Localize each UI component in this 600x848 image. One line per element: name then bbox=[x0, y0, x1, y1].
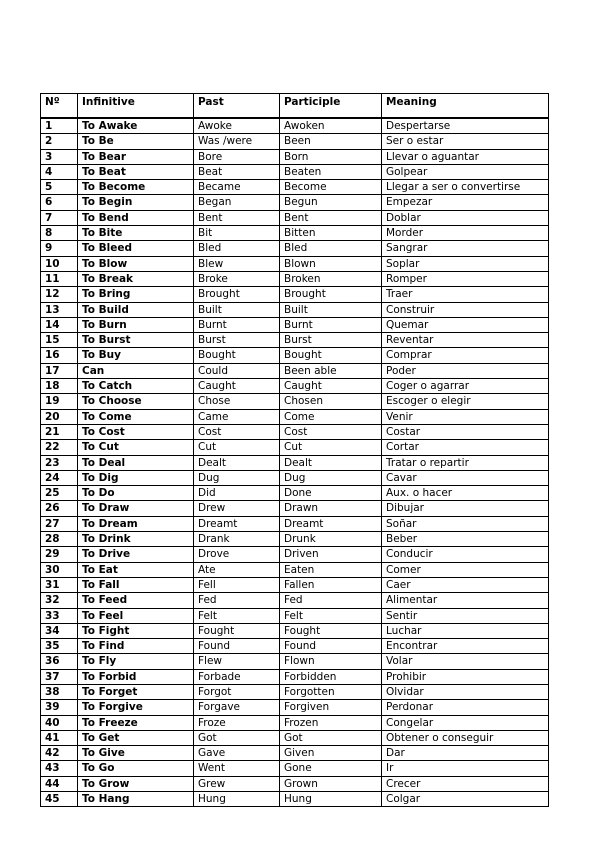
verb-participle: Got bbox=[280, 730, 382, 745]
verb-meaning: Reventar bbox=[382, 333, 549, 348]
table-row bbox=[41, 134, 549, 149]
verb-past: Cut bbox=[194, 440, 280, 455]
verb-meaning: Beber bbox=[382, 532, 549, 547]
table-row bbox=[41, 287, 549, 302]
verb-infinitive: To Burst bbox=[78, 333, 194, 348]
verb-meaning: Prohibir bbox=[382, 669, 549, 684]
verb-infinitive: To Find bbox=[78, 639, 194, 654]
verb-past: Dreamt bbox=[194, 516, 280, 531]
verb-infinitive: To Do bbox=[78, 486, 194, 501]
verb-participle: Broken bbox=[280, 271, 382, 286]
verb-infinitive: To Freeze bbox=[78, 715, 194, 730]
table-row bbox=[41, 302, 549, 317]
verb-number: 31 bbox=[41, 577, 78, 592]
verb-participle: Hung bbox=[280, 792, 382, 807]
verb-infinitive: To Begin bbox=[78, 195, 194, 210]
verb-participle: Dug bbox=[280, 470, 382, 485]
table-row bbox=[41, 379, 549, 394]
verb-past: Bent bbox=[194, 210, 280, 225]
table-row bbox=[41, 226, 549, 241]
verb-meaning: Traer bbox=[382, 287, 549, 302]
verb-meaning: Soñar bbox=[382, 516, 549, 531]
verb-participle: Forgotten bbox=[280, 684, 382, 699]
verb-meaning: Sangrar bbox=[382, 241, 549, 256]
verb-past: Became bbox=[194, 180, 280, 195]
table-header bbox=[41, 94, 549, 119]
table-row bbox=[41, 792, 549, 807]
table-row bbox=[41, 516, 549, 531]
verb-participle: Drunk bbox=[280, 532, 382, 547]
verb-meaning: Costar bbox=[382, 424, 549, 439]
verb-infinitive: Can bbox=[78, 363, 194, 378]
verb-number: 36 bbox=[41, 654, 78, 669]
verb-number: 37 bbox=[41, 669, 78, 684]
verb-number: 1 bbox=[41, 118, 78, 134]
verb-infinitive: To Break bbox=[78, 271, 194, 286]
verb-number: 24 bbox=[41, 470, 78, 485]
verb-infinitive: To Fly bbox=[78, 654, 194, 669]
verb-infinitive: To Fight bbox=[78, 623, 194, 638]
header-participle: Participle bbox=[280, 94, 382, 119]
table-body bbox=[41, 118, 549, 807]
table-row bbox=[41, 210, 549, 225]
verb-infinitive: To Cost bbox=[78, 424, 194, 439]
verb-participle: Been able bbox=[280, 363, 382, 378]
verb-participle: Forgiven bbox=[280, 700, 382, 715]
verb-meaning: Encontrar bbox=[382, 639, 549, 654]
verb-meaning: Llevar o aguantar bbox=[382, 149, 549, 164]
verb-participle: Burnt bbox=[280, 317, 382, 332]
table-row bbox=[41, 715, 549, 730]
verb-participle: Chosen bbox=[280, 394, 382, 409]
verb-infinitive: To Choose bbox=[78, 394, 194, 409]
verb-past: Drank bbox=[194, 532, 280, 547]
verb-number: 4 bbox=[41, 164, 78, 179]
table-row bbox=[41, 180, 549, 195]
table-row bbox=[41, 776, 549, 791]
verb-infinitive: To Bear bbox=[78, 149, 194, 164]
verb-past: Chose bbox=[194, 394, 280, 409]
verb-number: 6 bbox=[41, 195, 78, 210]
verb-meaning: Volar bbox=[382, 654, 549, 669]
verb-participle: Built bbox=[280, 302, 382, 317]
verb-number: 34 bbox=[41, 623, 78, 638]
verb-infinitive: To Forget bbox=[78, 684, 194, 699]
verb-meaning: Comer bbox=[382, 562, 549, 577]
table-row bbox=[41, 577, 549, 592]
table-row bbox=[41, 348, 549, 363]
verb-meaning: Construir bbox=[382, 302, 549, 317]
verb-infinitive: To Beat bbox=[78, 164, 194, 179]
verb-number: 17 bbox=[41, 363, 78, 378]
verb-infinitive: To Cut bbox=[78, 440, 194, 455]
verb-past: Felt bbox=[194, 608, 280, 623]
verb-past: Awoke bbox=[194, 118, 280, 134]
verb-participle: Eaten bbox=[280, 562, 382, 577]
verb-meaning: Golpear bbox=[382, 164, 549, 179]
table-row bbox=[41, 746, 549, 761]
verb-infinitive: To Bleed bbox=[78, 241, 194, 256]
table-row bbox=[41, 700, 549, 715]
verb-infinitive: To Deal bbox=[78, 455, 194, 470]
verb-participle: Burst bbox=[280, 333, 382, 348]
table-row bbox=[41, 149, 549, 164]
verb-participle: Felt bbox=[280, 608, 382, 623]
verb-number: 40 bbox=[41, 715, 78, 730]
verb-number: 19 bbox=[41, 394, 78, 409]
verb-past: Caught bbox=[194, 379, 280, 394]
verb-infinitive: To Bite bbox=[78, 226, 194, 241]
verb-participle: Driven bbox=[280, 547, 382, 562]
verb-infinitive: To Come bbox=[78, 409, 194, 424]
verb-number: 39 bbox=[41, 700, 78, 715]
verb-meaning: Romper bbox=[382, 271, 549, 286]
table-row bbox=[41, 363, 549, 378]
verb-past: Gave bbox=[194, 746, 280, 761]
verb-past: Went bbox=[194, 761, 280, 776]
verb-meaning: Escoger o elegir bbox=[382, 394, 549, 409]
table-row bbox=[41, 501, 549, 516]
verb-number: 23 bbox=[41, 455, 78, 470]
verb-past: Forgot bbox=[194, 684, 280, 699]
verb-infinitive: To Grow bbox=[78, 776, 194, 791]
header-meaning: Meaning bbox=[382, 94, 549, 119]
verb-past: Fell bbox=[194, 577, 280, 592]
verb-number: 22 bbox=[41, 440, 78, 455]
table-row bbox=[41, 455, 549, 470]
verb-infinitive: To Burn bbox=[78, 317, 194, 332]
verb-number: 13 bbox=[41, 302, 78, 317]
verb-number: 10 bbox=[41, 256, 78, 271]
table-row bbox=[41, 118, 549, 134]
verb-infinitive: To Buy bbox=[78, 348, 194, 363]
verb-number: 38 bbox=[41, 684, 78, 699]
verb-participle: Bled bbox=[280, 241, 382, 256]
verb-infinitive: To Forgive bbox=[78, 700, 194, 715]
verb-number: 25 bbox=[41, 486, 78, 501]
verb-number: 35 bbox=[41, 639, 78, 654]
verb-number: 43 bbox=[41, 761, 78, 776]
verb-infinitive: To Catch bbox=[78, 379, 194, 394]
table-row bbox=[41, 409, 549, 424]
verb-meaning: Morder bbox=[382, 226, 549, 241]
verb-participle: Dealt bbox=[280, 455, 382, 470]
verb-participle: Brought bbox=[280, 287, 382, 302]
verb-number: 28 bbox=[41, 532, 78, 547]
verb-participle: Given bbox=[280, 746, 382, 761]
verb-infinitive: To Fall bbox=[78, 577, 194, 592]
verb-participle: Bought bbox=[280, 348, 382, 363]
verb-meaning: Crecer bbox=[382, 776, 549, 791]
verb-number: 44 bbox=[41, 776, 78, 791]
verb-participle: Gone bbox=[280, 761, 382, 776]
verb-past: Cost bbox=[194, 424, 280, 439]
verb-meaning: Olvidar bbox=[382, 684, 549, 699]
header-past: Past bbox=[194, 94, 280, 119]
verb-infinitive: To Blow bbox=[78, 256, 194, 271]
verb-meaning: Soplar bbox=[382, 256, 549, 271]
verb-participle: Cost bbox=[280, 424, 382, 439]
verb-infinitive: To Eat bbox=[78, 562, 194, 577]
verb-meaning: Obtener o conseguir bbox=[382, 730, 549, 745]
table-row bbox=[41, 669, 549, 684]
verb-meaning: Perdonar bbox=[382, 700, 549, 715]
verb-meaning: Luchar bbox=[382, 623, 549, 638]
verb-meaning: Dar bbox=[382, 746, 549, 761]
verb-participle: Come bbox=[280, 409, 382, 424]
verb-infinitive: To Hang bbox=[78, 792, 194, 807]
verb-participle: Blown bbox=[280, 256, 382, 271]
verb-participle: Fed bbox=[280, 593, 382, 608]
verb-participle: Bent bbox=[280, 210, 382, 225]
verb-meaning: Caer bbox=[382, 577, 549, 592]
table-row bbox=[41, 333, 549, 348]
table-row bbox=[41, 486, 549, 501]
verb-meaning: Cortar bbox=[382, 440, 549, 455]
verb-past: Burst bbox=[194, 333, 280, 348]
verb-participle: Found bbox=[280, 639, 382, 654]
verb-meaning: Dibujar bbox=[382, 501, 549, 516]
verb-participle: Fought bbox=[280, 623, 382, 638]
verb-meaning: Doblar bbox=[382, 210, 549, 225]
verb-past: Froze bbox=[194, 715, 280, 730]
table-row bbox=[41, 654, 549, 669]
verb-past: Hung bbox=[194, 792, 280, 807]
verb-infinitive: To Dream bbox=[78, 516, 194, 531]
verb-number: 7 bbox=[41, 210, 78, 225]
verb-participle: Done bbox=[280, 486, 382, 501]
verb-meaning: Sentir bbox=[382, 608, 549, 623]
verb-meaning: Poder bbox=[382, 363, 549, 378]
verb-meaning: Llegar a ser o convertirse bbox=[382, 180, 549, 195]
verb-participle: Awoken bbox=[280, 118, 382, 134]
verb-number: 16 bbox=[41, 348, 78, 363]
verb-meaning: Empezar bbox=[382, 195, 549, 210]
verb-participle: Become bbox=[280, 180, 382, 195]
verb-past: Fought bbox=[194, 623, 280, 638]
table-row bbox=[41, 608, 549, 623]
verb-past: Grew bbox=[194, 776, 280, 791]
verb-number: 32 bbox=[41, 593, 78, 608]
verb-meaning: Ir bbox=[382, 761, 549, 776]
header-row bbox=[41, 94, 549, 119]
verb-past: Fed bbox=[194, 593, 280, 608]
verb-participle: Dreamt bbox=[280, 516, 382, 531]
verb-meaning: Conducir bbox=[382, 547, 549, 562]
verb-past: Found bbox=[194, 639, 280, 654]
table-row bbox=[41, 470, 549, 485]
verb-infinitive: To Forbid bbox=[78, 669, 194, 684]
verb-infinitive: To Bend bbox=[78, 210, 194, 225]
verb-number: 15 bbox=[41, 333, 78, 348]
verb-past: Burnt bbox=[194, 317, 280, 332]
table-row bbox=[41, 241, 549, 256]
verb-participle: Beaten bbox=[280, 164, 382, 179]
verb-past: Forgave bbox=[194, 700, 280, 715]
verb-meaning: Tratar o repartir bbox=[382, 455, 549, 470]
verb-infinitive: To Feed bbox=[78, 593, 194, 608]
table-row bbox=[41, 256, 549, 271]
header-number: Nº bbox=[41, 94, 78, 119]
verb-number: 42 bbox=[41, 746, 78, 761]
verb-past: Bore bbox=[194, 149, 280, 164]
verb-past: Forbade bbox=[194, 669, 280, 684]
irregular-verbs-table bbox=[40, 93, 549, 807]
table-row bbox=[41, 623, 549, 638]
verb-number: 21 bbox=[41, 424, 78, 439]
verb-past: Beat bbox=[194, 164, 280, 179]
table-row bbox=[41, 684, 549, 699]
table-row bbox=[41, 394, 549, 409]
verb-number: 45 bbox=[41, 792, 78, 807]
table-row bbox=[41, 761, 549, 776]
verb-past: Broke bbox=[194, 271, 280, 286]
table-row bbox=[41, 424, 549, 439]
verb-infinitive: To Give bbox=[78, 746, 194, 761]
verb-number: 3 bbox=[41, 149, 78, 164]
verb-number: 33 bbox=[41, 608, 78, 623]
verb-participle: Begun bbox=[280, 195, 382, 210]
verb-past: Bled bbox=[194, 241, 280, 256]
verb-number: 29 bbox=[41, 547, 78, 562]
verb-participle: Born bbox=[280, 149, 382, 164]
verb-meaning: Coger o agarrar bbox=[382, 379, 549, 394]
verb-infinitive: To Bring bbox=[78, 287, 194, 302]
table-row bbox=[41, 730, 549, 745]
verb-past: Blew bbox=[194, 256, 280, 271]
verb-participle: Flown bbox=[280, 654, 382, 669]
table-row bbox=[41, 195, 549, 210]
verb-number: 18 bbox=[41, 379, 78, 394]
verb-number: 9 bbox=[41, 241, 78, 256]
verb-past: Drew bbox=[194, 501, 280, 516]
verb-infinitive: To Become bbox=[78, 180, 194, 195]
verb-meaning: Cavar bbox=[382, 470, 549, 485]
verb-infinitive: To Build bbox=[78, 302, 194, 317]
verb-participle: Frozen bbox=[280, 715, 382, 730]
verb-participle: Grown bbox=[280, 776, 382, 791]
table-row bbox=[41, 532, 549, 547]
verb-past: Brought bbox=[194, 287, 280, 302]
verb-infinitive: To Drive bbox=[78, 547, 194, 562]
verb-number: 11 bbox=[41, 271, 78, 286]
verb-past: Drove bbox=[194, 547, 280, 562]
verb-infinitive: To Be bbox=[78, 134, 194, 149]
verb-meaning: Venir bbox=[382, 409, 549, 424]
verb-meaning: Quemar bbox=[382, 317, 549, 332]
verb-meaning: Colgar bbox=[382, 792, 549, 807]
verb-past: Bought bbox=[194, 348, 280, 363]
table-row bbox=[41, 440, 549, 455]
verb-number: 26 bbox=[41, 501, 78, 516]
verb-participle: Drawn bbox=[280, 501, 382, 516]
verb-infinitive: To Drink bbox=[78, 532, 194, 547]
verb-past: Did bbox=[194, 486, 280, 501]
verb-meaning: Aux. o hacer bbox=[382, 486, 549, 501]
verb-past: Was /were bbox=[194, 134, 280, 149]
verb-past: Built bbox=[194, 302, 280, 317]
verb-past: Dealt bbox=[194, 455, 280, 470]
verb-infinitive: To Feel bbox=[78, 608, 194, 623]
verb-meaning: Congelar bbox=[382, 715, 549, 730]
header-infinitive: Infinitive bbox=[78, 94, 194, 119]
verb-number: 12 bbox=[41, 287, 78, 302]
verb-number: 27 bbox=[41, 516, 78, 531]
verb-participle: Been bbox=[280, 134, 382, 149]
verb-number: 2 bbox=[41, 134, 78, 149]
verb-number: 5 bbox=[41, 180, 78, 195]
verb-past: Got bbox=[194, 730, 280, 745]
table-row bbox=[41, 271, 549, 286]
verb-meaning: Comprar bbox=[382, 348, 549, 363]
verb-past: Came bbox=[194, 409, 280, 424]
verb-participle: Forbidden bbox=[280, 669, 382, 684]
verb-meaning: Ser o estar bbox=[382, 134, 549, 149]
table-row bbox=[41, 562, 549, 577]
table-row bbox=[41, 547, 549, 562]
verb-past: Flew bbox=[194, 654, 280, 669]
verb-number: 30 bbox=[41, 562, 78, 577]
verb-past: Began bbox=[194, 195, 280, 210]
table-row bbox=[41, 317, 549, 332]
verb-number: 20 bbox=[41, 409, 78, 424]
verb-meaning: Despertarse bbox=[382, 118, 549, 134]
verb-infinitive: To Dig bbox=[78, 470, 194, 485]
verb-participle: Caught bbox=[280, 379, 382, 394]
verb-infinitive: To Awake bbox=[78, 118, 194, 134]
verb-infinitive: To Get bbox=[78, 730, 194, 745]
verb-past: Could bbox=[194, 363, 280, 378]
verb-number: 8 bbox=[41, 226, 78, 241]
verb-participle: Fallen bbox=[280, 577, 382, 592]
verb-participle: Bitten bbox=[280, 226, 382, 241]
verb-meaning: Alimentar bbox=[382, 593, 549, 608]
table-row bbox=[41, 164, 549, 179]
verb-infinitive: To Draw bbox=[78, 501, 194, 516]
verb-past: Ate bbox=[194, 562, 280, 577]
verb-past: Dug bbox=[194, 470, 280, 485]
verb-number: 41 bbox=[41, 730, 78, 745]
verb-number: 14 bbox=[41, 317, 78, 332]
verb-past: Bit bbox=[194, 226, 280, 241]
verb-infinitive: To Go bbox=[78, 761, 194, 776]
table-row bbox=[41, 639, 549, 654]
verb-participle: Cut bbox=[280, 440, 382, 455]
table-row bbox=[41, 593, 549, 608]
